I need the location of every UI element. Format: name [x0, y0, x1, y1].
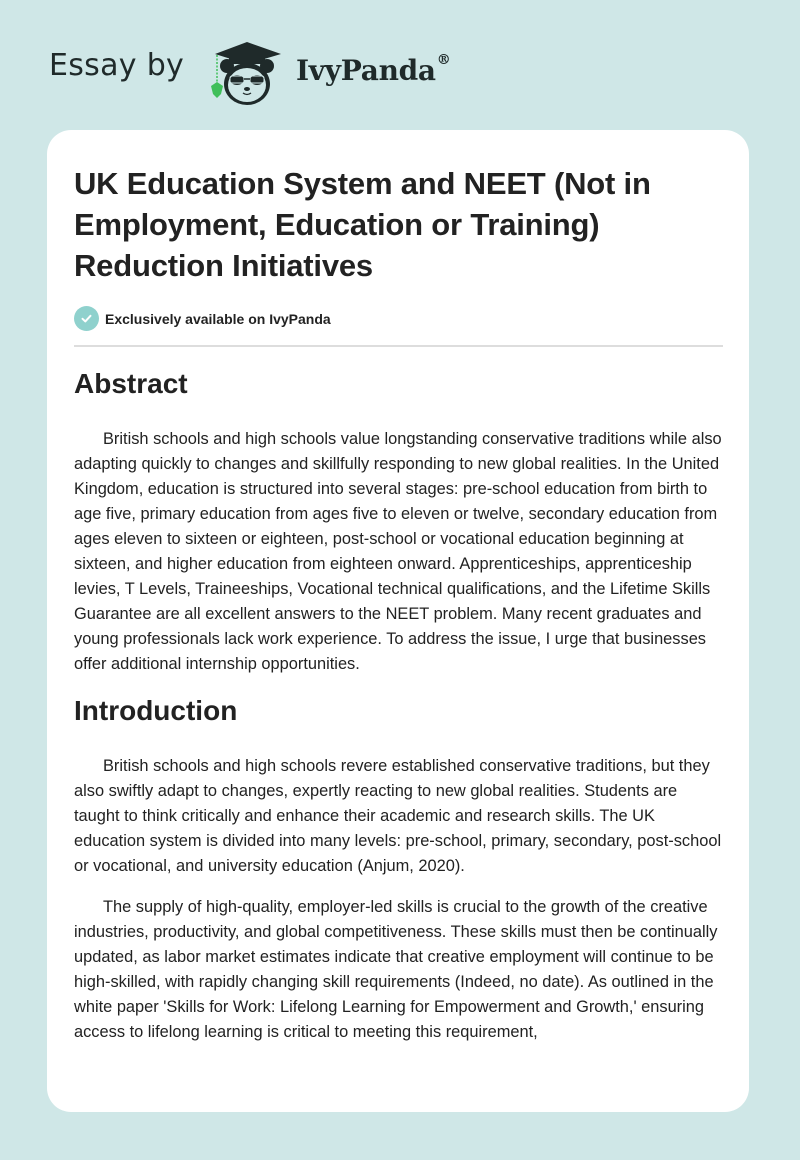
- exclusive-badge: [74, 306, 331, 331]
- brand-name[interactable]: IvyPanda®: [296, 52, 451, 87]
- section-heading-abstract: Abstract: [74, 368, 188, 399]
- divider: [74, 345, 723, 347]
- panda-graduate-icon[interactable]: [201, 36, 293, 108]
- essay-card: [47, 130, 749, 1112]
- section-heading-introduction: Introduction: [74, 695, 238, 726]
- page-title: UK Education System and NEET (Not in Employment, Education or Training) Reduction Initiatives: [74, 166, 651, 283]
- registered-mark: ®: [436, 52, 451, 68]
- abstract-paragraph: British schools and high schools value longstanding conservative traditions while also adapting quickly to changes and skillfully responding to new global realities. In the United Kingdom, education is structured into several stages: pre-school education from birth to age five, primary education from ages five to eleven or twelve, secondary education from ages eleven to sixteen or eighteen, post-school or vocational education beginning at sixteen, and higher education from eighteen onward. Apprenticeships, apprenticeship levies, T Levels, Traineeships, Vocational technical qualifications, and the Lifetime Skills Guarantee are all excellent answers to the NEET problem. Many recent graduates and young professionals lack work experience. To address the issue, I urge that businesses offer additional internship opportunities.: [74, 430, 722, 673]
- introduction-paragraph-1: British schools and high schools revere established conservative traditions, but they also swiftly adapt to changes, expertly reacting to new global realities. Students are taught to think critically and enhance their academic and research skills. The UK education system is divided into many levels: pre-school, primary, secondary, post-school or vocational, and university education (Anjum, 2020).: [74, 757, 722, 875]
- essay-by-label: Essay by: [49, 48, 185, 83]
- site-header: [0, 0, 800, 130]
- check-icon: [74, 306, 99, 331]
- introduction-paragraph-2: The supply of high-quality, employer-led skills is crucial to the growth of the creative industries, productivity, and global competitiveness. These skills must then be continually updated, as labor market estimates indicate that creative employment will continue to be high-skilled, with rapidly changing skill requirements (Indeed, no date). As outlined in the white paper 'Skills for Work: Lifelong Learning for Empowerment and Growth,' ensuring access to lifelong learning is critical to meeting this requirement,: [74, 898, 718, 1041]
- badge-text: Exclusively available on IvyPanda: [105, 310, 331, 327]
